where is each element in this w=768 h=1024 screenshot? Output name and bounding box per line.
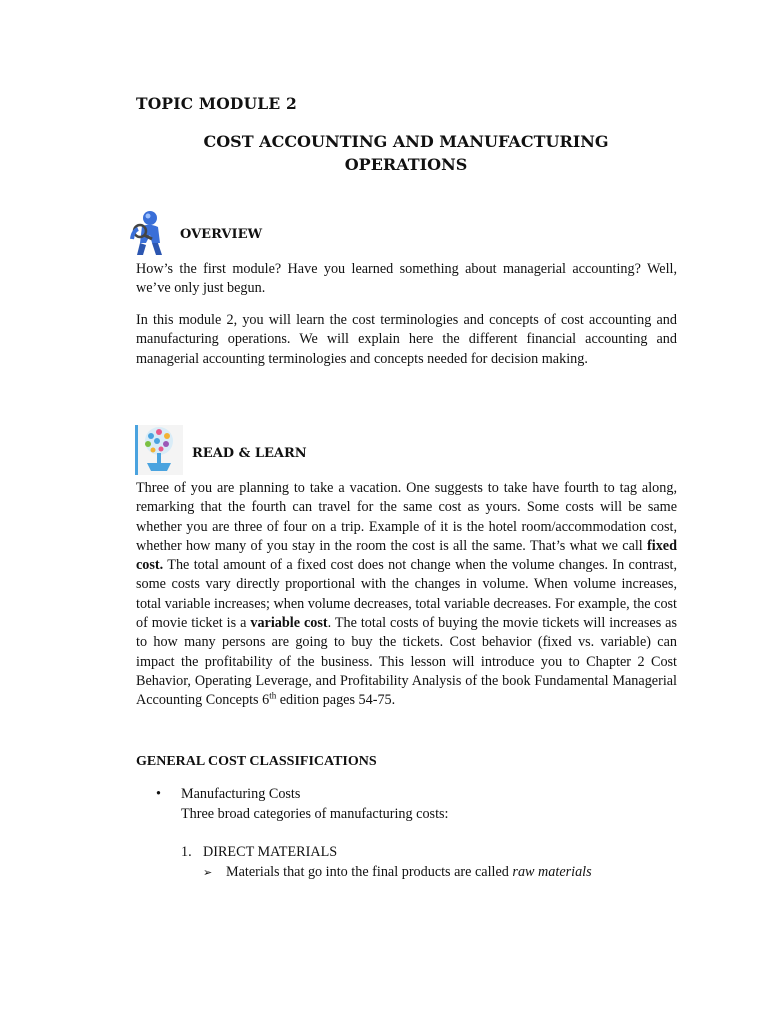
topic-module-label: TOPIC MODULE 2: [136, 94, 297, 113]
general-cost-classifications-heading: GENERAL COST CLASSIFICATIONS: [136, 754, 377, 769]
idea-tree-icon: [135, 425, 183, 475]
fixed-cost-term: fixed cost.: [136, 537, 677, 574]
item-number: 1.: [181, 844, 192, 860]
overview-heading: OVERVIEW: [180, 227, 263, 242]
read-learn-text-c: . The total costs of buying the movie tickets will increases as to how many persons are going to buy the tickets. Cost behavior (fixed vs. variable) can impact the profitability of the business. This lesson will introduce you to Chapter 2 Cost Behavior, Operating Leverage, and Profitability Analysis of the book Fundamental Managerial Accounting Concepts 6: [136, 615, 677, 709]
arrow-sub-item: [203, 864, 592, 881]
bullet-dot-icon: •: [156, 786, 161, 802]
raw-materials-term: raw materials: [512, 864, 592, 880]
read-learn-text-a: Three of you are planning to take a vacation. One suggests to take have fourth to tag along, remarking that the fourth can travel for the same cost as yours. Some costs will be same whether you are three of four on a trip. Example of it is the hotel room/accommodation cost, whether how many of you stay in the room the cost is all the same. That’s what we call: [136, 480, 677, 554]
read-learn-text-d: edition pages 54-75.: [276, 692, 396, 709]
arrow-bullet-icon: ➢: [203, 867, 213, 879]
read-learn-heading: READ & LEARN: [192, 446, 307, 461]
variable-cost-term: variable cost: [250, 615, 328, 632]
bullet-text: Manufacturing Costs: [181, 786, 301, 802]
numbered-item-direct-materials: [181, 844, 337, 861]
manufacturing-costs-description: Three broad categories of manufacturing costs:: [181, 806, 449, 822]
magnifier-person-icon: [130, 209, 170, 259]
title-line-2: OPERATIONS: [344, 155, 468, 174]
item-text: DIRECT MATERIALS: [203, 844, 338, 860]
overview-paragraph-1: How’s the first module? Have you learned something about managerial accounting? Well, we’ve only just begun.: [136, 261, 677, 297]
edition-superscript: th: [269, 690, 277, 701]
read-learn-paragraph: [136, 479, 677, 711]
title-line-1: COST ACCOUNTING AND MANUFACTURING: [203, 132, 609, 151]
sub-item-text: Materials that go into the final products are called: [226, 864, 513, 880]
page-title: [136, 130, 676, 176]
overview-paragraph-2: In this module 2, you will learn the cost terminologies and concepts of cost accounting and manufacturing operations. We will explain here the different financial accounting and managerial accounting terminologies and concepts needed for decision making.: [136, 312, 677, 367]
read-learn-text-b: The total amount of a fixed cost does not change when the volume changes. In contrast, some costs vary directly proportional with the changes in volume. When volume increases, total variable increases; when volume decreases, total variable decreases. For example, the cost of movie ticket is a: [136, 557, 677, 632]
